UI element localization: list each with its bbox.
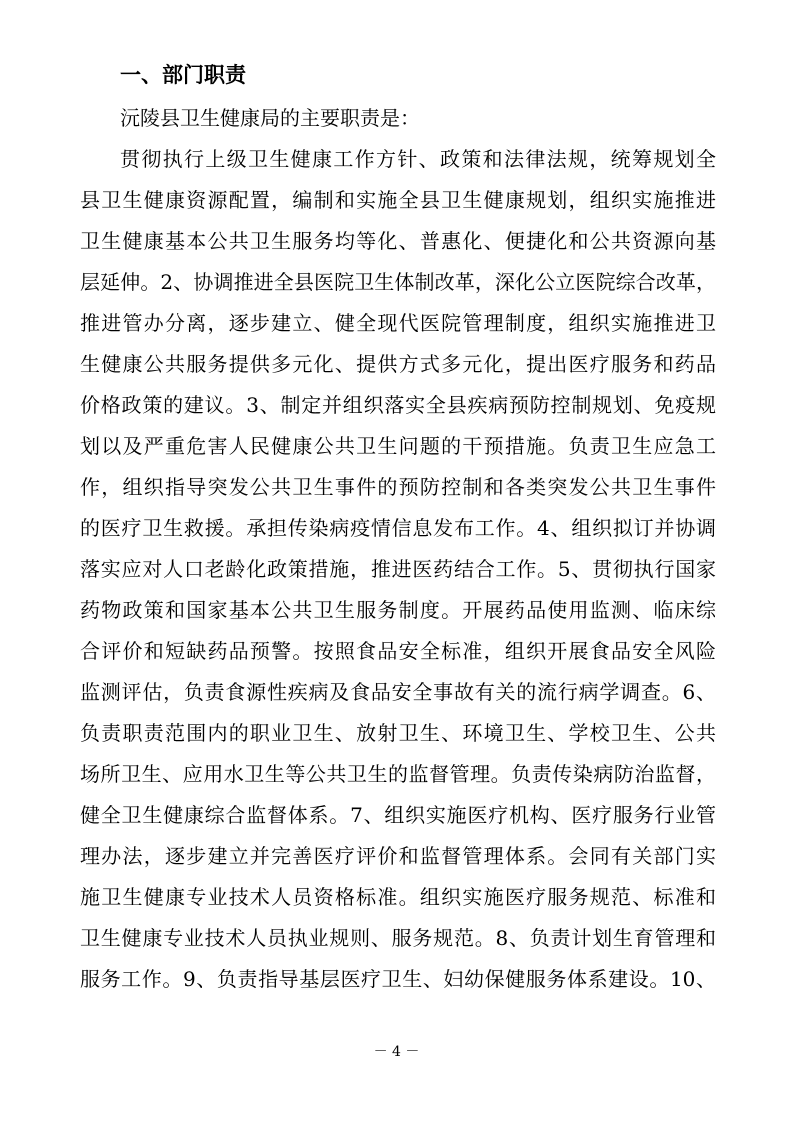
body-line: 合评价和短缺药品预警。按照食品安全标准，组织开展食品安全风险 <box>80 639 716 663</box>
body-line: 层延伸。2、协调推进全县医院卫生体制改革，深化公立医院综合改革， <box>80 270 716 294</box>
body-line: 贯彻执行上级卫生健康工作方针、政策和法律法规，统筹规划全 <box>120 147 716 171</box>
body-line: 生健康公共服务提供多元化、提供方式多元化，提出医疗服务和药品 <box>80 352 716 376</box>
body-line: 监测评估，负责食源性疾病及食品安全事故有关的流行病学调查。6、 <box>80 680 716 704</box>
body-line: 价格政策的建议。3、制定并组织落实全县疾病预防控制规划、免疫规 <box>80 393 716 417</box>
body-line: 施卫生健康专业技术人员资格标准。组织实施医疗服务规范、标准和 <box>80 885 716 909</box>
body-line: 作，组织指导突发公共卫生事件的预防控制和各类突发公共卫生事件 <box>80 475 716 499</box>
body-line: 药物政策和国家基本公共卫生服务制度。开展药品使用监测、临床综 <box>80 598 716 622</box>
body-line: 服务工作。9、负责指导基层医疗卫生、妇幼保健服务体系建设。10、 <box>80 967 716 991</box>
body-line: 县卫生健康资源配置，编制和实施全县卫生健康规划，组织实施推进 <box>80 188 716 212</box>
body-line: 场所卫生、应用水卫生等公共卫生的监督管理。负责传染病防治监督， <box>80 762 716 786</box>
body-paragraph <box>80 139 716 1000</box>
intro-line: 沅陵县卫生健康局的主要职责是： <box>120 106 420 130</box>
body-line: 理办法，逐步建立并完善医疗评价和监督管理体系。会同有关部门实 <box>80 844 716 868</box>
section-heading: 一、部门职责 <box>120 63 246 87</box>
body-line: 卫生健康基本公共卫生服务均等化、普惠化、便捷化和公共资源向基 <box>80 229 716 253</box>
body-line: 卫生健康专业技术人员执业规则、服务规范。8、负责计划生育管理和 <box>80 926 716 950</box>
body-line: 健全卫生健康综合监督体系。7、组织实施医疗机构、医疗服务行业管 <box>80 803 716 827</box>
body-line: 推进管办分离，逐步建立、健全现代医院管理制度，组织实施推进卫 <box>80 311 716 335</box>
page-number: － 4 － <box>373 1044 420 1060</box>
body-line: 的医疗卫生救援。承担传染病疫情信息发布工作。4、组织拟订并协调 <box>80 516 716 540</box>
body-line: 负责职责范围内的职业卫生、放射卫生、环境卫生、学校卫生、公共 <box>80 721 716 745</box>
body-line: 落实应对人口老龄化政策措施，推进医药结合工作。5、贯彻执行国家 <box>80 557 716 581</box>
body-line: 划以及严重危害人民健康公共卫生问题的干预措施。负责卫生应急工 <box>80 434 716 458</box>
